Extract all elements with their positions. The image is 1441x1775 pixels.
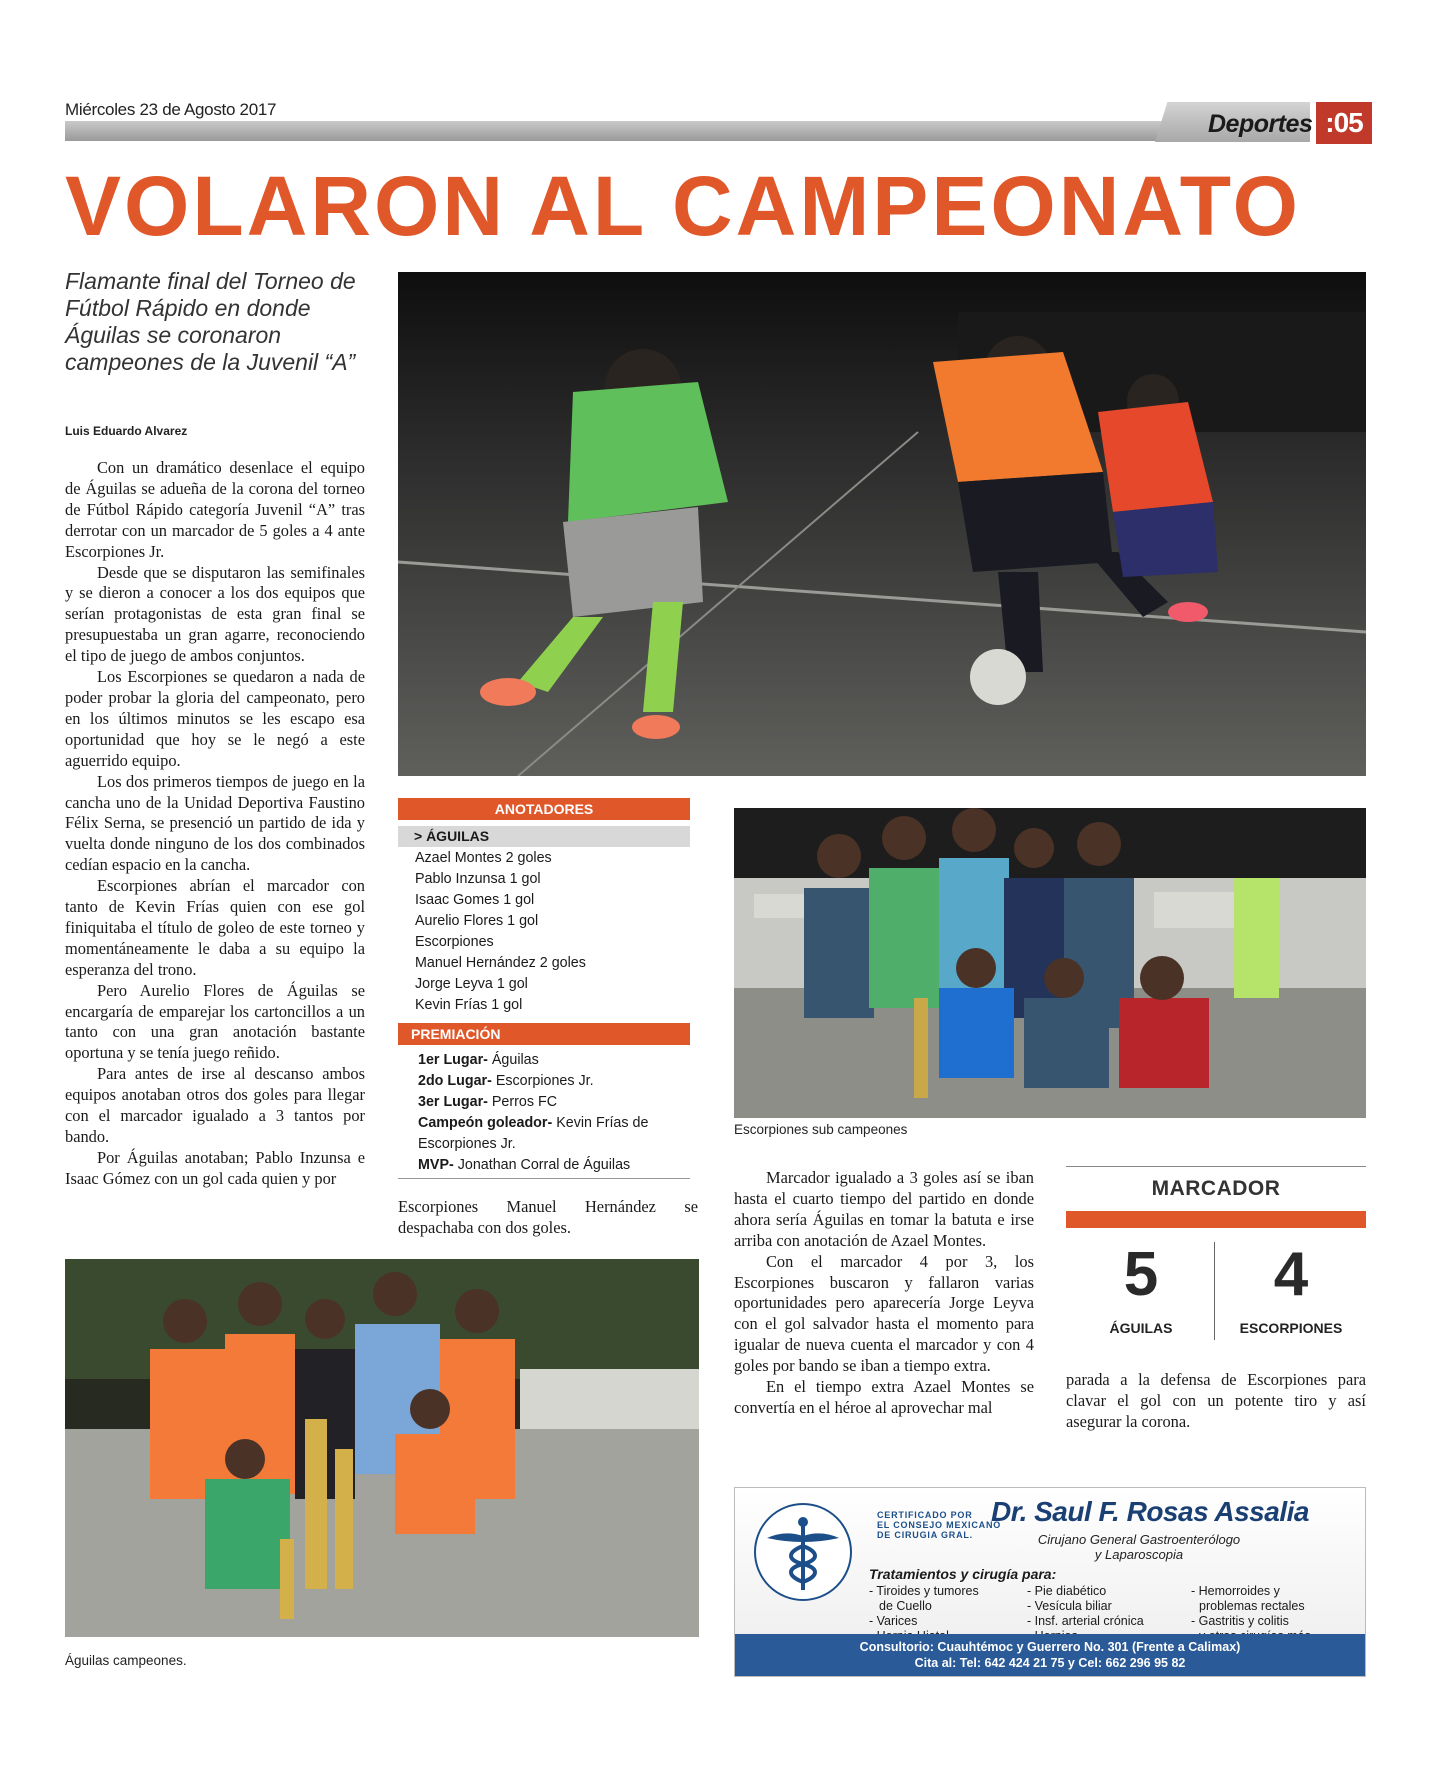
list-item: problemas rectales xyxy=(1199,1599,1305,1613)
scoreboard-scores xyxy=(1066,1242,1366,1352)
doctor-specialty xyxy=(1019,1532,1259,1562)
awards-title: PREMIACIÓN xyxy=(398,1023,690,1045)
scorers-box xyxy=(398,798,690,1179)
section-name: Deportes xyxy=(1208,110,1313,138)
paragraph: Marcador igualado a 3 goles así se iban hasta el cuarto tiempo del partido en donde ahora sería Águilas en tomar la batuta e irse arriba con anotación de Azael Montes. xyxy=(734,1168,1034,1250)
list-item: Manuel Hernández 2 goles xyxy=(415,955,586,971)
page-number: :05 xyxy=(1316,102,1372,144)
ad-contact xyxy=(735,1634,1365,1676)
list-item: Isaac Gomes 1 gol xyxy=(415,892,535,908)
list-item xyxy=(418,1071,690,1092)
ad-address: Consultorio: Cuauhtémoc y Guerrero No. 301 (Frente a Calimax) xyxy=(859,1640,1241,1654)
headline: VOLARON AL CAMPEONATO xyxy=(65,159,1301,253)
list-item: - Hemorroides y xyxy=(1191,1584,1280,1598)
award-value: Escorpiones Jr. xyxy=(491,1073,594,1089)
away-score: 4 xyxy=(1273,1240,1309,1309)
article-column-1 xyxy=(65,458,365,1190)
paragraph: Por Águilas anotaban; Pablo Inzunsa e Isaac Gómez con un gol cada quien y por xyxy=(65,1147,365,1188)
list-item: de Cuello xyxy=(879,1599,932,1613)
header-bar xyxy=(65,121,1170,141)
award-label: 1er Lugar- xyxy=(418,1052,488,1068)
article-column-4 xyxy=(1066,1370,1366,1433)
awards-list xyxy=(398,1050,690,1176)
doctor-name: Dr. Saul F. Rosas Assalia xyxy=(991,1496,1309,1527)
list-item: Pablo Inzunsa 1 gol xyxy=(415,871,541,887)
paragraph: parada a la defensa de Escorpiones para clavar el gol con un potente tiro y así asegurar la corona. xyxy=(1066,1370,1366,1431)
article-column-2 xyxy=(398,1197,698,1239)
list-item: Aurelio Flores 1 gol xyxy=(415,913,539,929)
award-label: 2do Lugar- xyxy=(418,1073,492,1089)
main-action-photo xyxy=(398,272,1366,776)
home-team: ÁGUILAS xyxy=(1109,1320,1173,1336)
list-item: - Varices xyxy=(869,1614,918,1628)
certification-line: DE CIRUGIA GRAL. xyxy=(877,1530,973,1540)
paragraph: En el tiempo extra Azael Montes se convertía en el héroe al aprovechar mal xyxy=(734,1377,1034,1417)
list-item xyxy=(418,1092,690,1113)
scoreboard-title: MARCADOR xyxy=(1151,1177,1281,1200)
doctor-advertisement xyxy=(734,1487,1366,1677)
list-item: - Gastritis y colitis xyxy=(1191,1614,1289,1628)
paragraph: Para antes de irse al descanso ambos equipos anotaban otros dos goles para llegar con el marcador igualado a 3 tantos por bando. xyxy=(65,1064,365,1146)
home-score: 5 xyxy=(1123,1240,1159,1309)
photo-caption: Escorpiones sub campeones xyxy=(734,1122,908,1137)
list-item: Jorge Leyva 1 gol xyxy=(415,976,528,992)
scorers-list xyxy=(398,848,690,1016)
specialty-line: y Laparoscopia xyxy=(1094,1547,1184,1562)
paragraph: Escorpiones abrían el marcador con tanto de Kevin Frías quien con ese gol finiquitaba el título de goleo de este torneo y momentáneamente le daba a su equipo la esperanza del trono. xyxy=(65,876,365,979)
list-item xyxy=(418,1113,690,1155)
divider xyxy=(398,1178,690,1179)
list-item: Escorpiones xyxy=(415,934,494,950)
list-item: - Vesícula biliar xyxy=(1027,1599,1112,1613)
divider xyxy=(1066,1166,1366,1167)
subheadline: Flamante final del Torneo de Fútbol Rápido en donde Águilas se coronaron campeones de la Juvenil “A” xyxy=(65,268,356,375)
team-label: > ÁGUILAS xyxy=(398,826,690,847)
specialty-line: Cirujano General Gastroenterólogo xyxy=(1037,1532,1241,1547)
list-item: Kevin Frías 1 gol xyxy=(415,997,523,1013)
award-label: Campeón goleador- xyxy=(418,1115,553,1131)
paragraph: Desde que se disputaron las semifinales y se dieron a conocer a los dos equipos que serían protagonistas de esta gran final se presupuestaba un gran agarre, reconociendo el tipo de juego de ambos conjuntos. xyxy=(65,562,365,666)
paragraph: Escorpiones Manuel Hernández se despachaba con dos goles. xyxy=(398,1197,698,1237)
caduceus-icon xyxy=(753,1502,853,1602)
scorers-title: ANOTADORES xyxy=(398,798,690,820)
away-team: ESCORPIONES xyxy=(1239,1320,1343,1336)
award-value: Jonathan Corral de Águilas xyxy=(453,1157,631,1173)
certification xyxy=(877,1510,1001,1540)
award-label: MVP- xyxy=(418,1157,454,1173)
list-item: - Insf. arterial crónica xyxy=(1027,1614,1144,1628)
list-item: Azael Montes 2 goles xyxy=(415,850,552,866)
list-item: - Tiroides y tumores xyxy=(869,1584,979,1598)
paragraph: Los dos primeros tiempos de juego en la cancha uno de la Unidad Deportiva Faustino Félix Serna, se presenció un partido de ida y vuelta donde ninguno de los dos combinados cedían espacio en la cancha. xyxy=(65,771,365,875)
scoreboard xyxy=(1066,1166,1366,1352)
paragraph: Con un dramático desenlace el equipo de Águilas se adueña de la corona del torneo de Fútbol Rápido categoría Juvenil “A” tras derrotar con un marcador de 5 goles a 4 ante Escorpiones Jr. xyxy=(65,458,365,561)
ad-phones: Cita al: Tel: 642 424 21 75 y Cel: 662 296 95 82 xyxy=(914,1656,1186,1670)
list-item xyxy=(418,1050,690,1071)
paragraph: Con el marcador 4 por 3, los Escorpiones buscaron y fallaron varias oportunidades pero aparecería Jorge Leyva con el gol salvador hasta el momento para igualar de nueva cuenta el marcador y con 4 goles por bando se iban a tiempo extra. xyxy=(734,1251,1034,1376)
byline: Luis Eduardo Alvarez xyxy=(65,424,188,438)
award-value: Águilas xyxy=(487,1052,539,1068)
award-value: Perros FC xyxy=(487,1094,558,1110)
certification-line: CERTIFICADO POR xyxy=(877,1510,973,1520)
award-value: Kevin Frías de Escorpiones Jr. xyxy=(418,1115,649,1152)
award-label: 3er Lugar- xyxy=(418,1094,488,1110)
scoreboard-bar xyxy=(1066,1211,1366,1228)
paragraph: Pero Aurelio Flores de Águilas se encargaría de emparejar los cartoncillos a un tanto con una gran anotación bastante oportuna y se tenía juego reñido. xyxy=(65,980,365,1063)
list-item: - Pie diabético xyxy=(1027,1584,1107,1598)
article-column-3 xyxy=(734,1168,1034,1419)
list-item xyxy=(418,1155,690,1176)
aguilas-team-photo xyxy=(65,1259,699,1637)
escorpiones-team-photo xyxy=(734,808,1366,1118)
paragraph: Los Escorpiones se quedaron a nada de poder probar la gloria del campeonato, pero en los últimos minutos se les escapo esa oportunidad que hoy se le negó a este aguerrido equipo. xyxy=(65,667,365,770)
issue-date: Miércoles 23 de Agosto 2017 xyxy=(65,100,277,119)
treatments-title: Tratamientos y cirugía para: xyxy=(869,1566,1057,1582)
certification-line: EL CONSEJO MEXICANO xyxy=(877,1520,1002,1530)
photo-caption: Águilas campeones. xyxy=(65,1653,187,1668)
